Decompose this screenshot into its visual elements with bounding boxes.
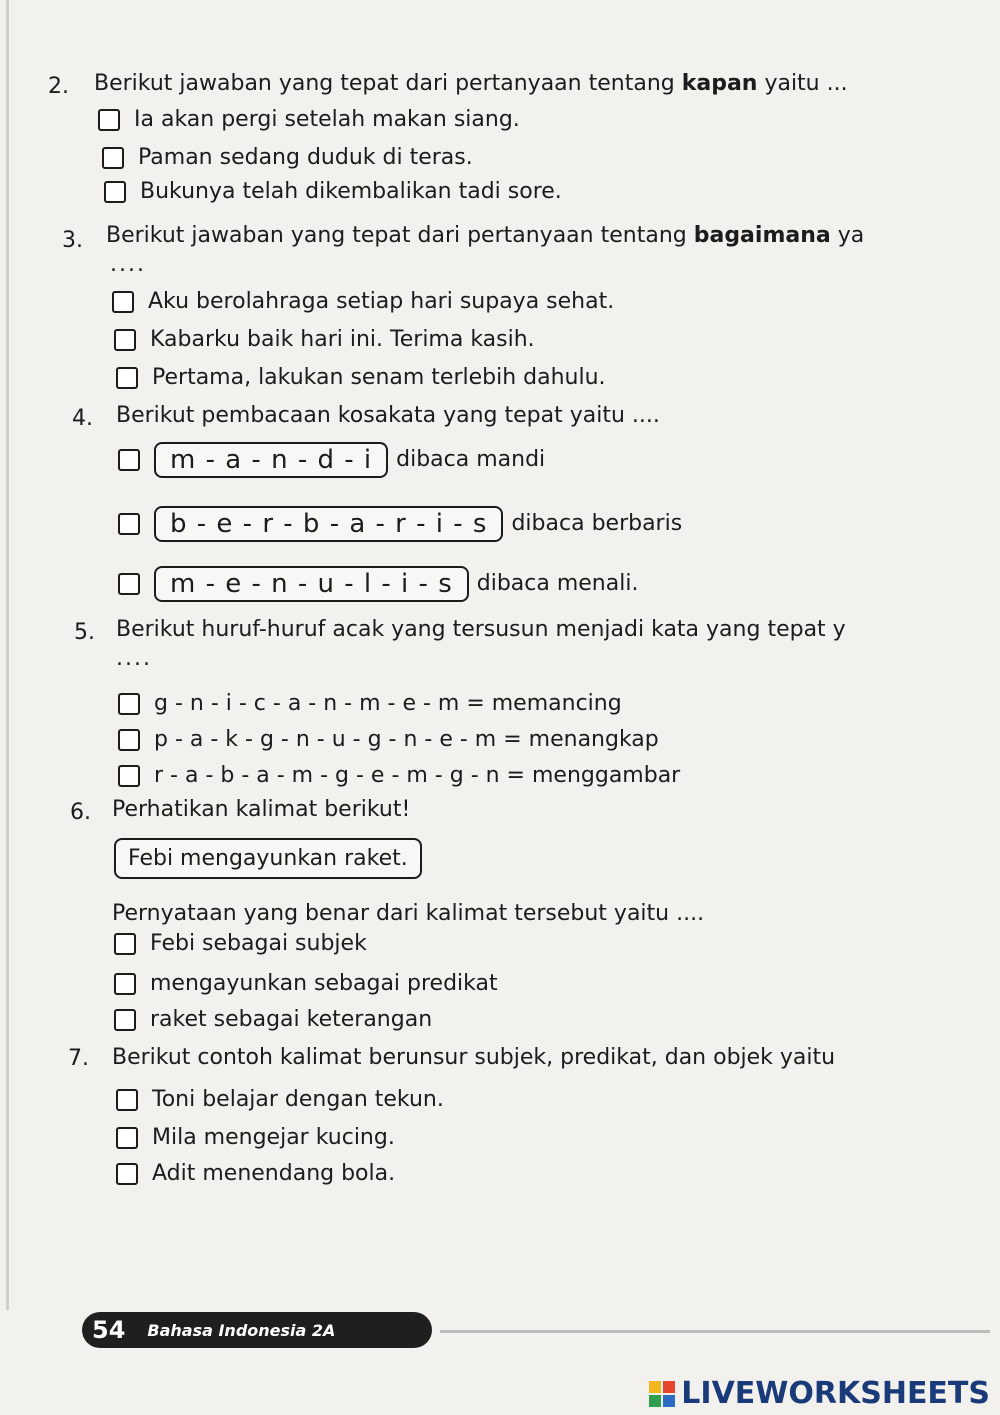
q7-option-1[interactable] [116, 1086, 444, 1114]
q2-option-3[interactable] [104, 178, 562, 206]
q6-option-2[interactable] [114, 970, 498, 998]
q2-text-pre: Berikut jawaban yang tepat dari pertanyaan tentang [94, 71, 682, 96]
option-label: Toni belajar dengan tekun. [152, 1087, 444, 1112]
option-reading: dibaca menali. [476, 571, 639, 596]
page-footer [82, 1312, 432, 1348]
option-label: r - a - b - a - m - g - e - m - g - n = menggambar [154, 763, 681, 788]
q2-number: 2. [48, 74, 69, 99]
option-label: Aku berolahraga setiap hari supaya sehat. [148, 289, 615, 314]
word-box: b - e - r - b - a - r - i - s [154, 506, 503, 542]
checkbox[interactable] [114, 973, 136, 995]
option-label: raket sebagai keterangan [150, 1007, 433, 1032]
option-label: Febi sebagai subjek [150, 931, 367, 956]
q7-option-3[interactable] [116, 1160, 395, 1188]
checkbox[interactable] [112, 291, 134, 313]
option-label: g - n - i - c - a - n - m - e - m = memancing [154, 691, 622, 716]
checkbox[interactable] [102, 147, 124, 169]
checkbox[interactable] [118, 513, 140, 535]
q4-number: 4. [72, 406, 93, 431]
checkbox[interactable] [118, 765, 140, 787]
q4-text: Berikut pembacaan kosakata yang tepat yaitu .... [116, 403, 660, 428]
q7-option-2[interactable] [116, 1124, 395, 1152]
q4-option-1[interactable] [118, 442, 545, 478]
q6-text: Perhatikan kalimat berikut! [112, 797, 411, 822]
q5-dots: .... [116, 646, 152, 671]
option-label: p - a - k - g - n - u - g - n - e - m = menangkap [154, 727, 659, 752]
checkbox[interactable] [114, 329, 136, 351]
q2-option-1[interactable] [98, 106, 520, 134]
q3-option-1[interactable] [112, 288, 614, 316]
option-label: Ia akan pergi setelah makan siang. [134, 107, 520, 132]
q6-prompt: Pernyataan yang benar dari kalimat tersebut yaitu .... [112, 901, 705, 926]
q5-option-1[interactable] [118, 690, 622, 718]
liveworksheets-logo-icon [649, 1381, 675, 1407]
q5-option-3[interactable] [118, 762, 680, 790]
q3-text-post: ya [830, 223, 865, 248]
checkbox[interactable] [118, 729, 140, 751]
q5-text: Berikut huruf-huruf acak yang tersusun menjadi kata yang tepat y [116, 617, 846, 642]
q7-text: Berikut contoh kalimat berunsur subjek, predikat, dan objek yaitu [112, 1045, 836, 1070]
q2-text-post: yaitu ... [757, 71, 848, 96]
checkbox[interactable] [116, 1089, 138, 1111]
option-label: Pertama, lakukan senam terlebih dahulu. [152, 365, 606, 390]
checkbox[interactable] [116, 367, 138, 389]
q3-keyword: bagaimana [693, 223, 831, 248]
word-box: m - a - n - d - i [154, 442, 388, 478]
option-label: Mila mengejar kucing. [152, 1125, 395, 1150]
option-label: mengayunkan sebagai predikat [150, 971, 498, 996]
checkbox[interactable] [98, 109, 120, 131]
q6-option-1[interactable] [114, 930, 367, 958]
q3-text [106, 222, 864, 250]
checkbox[interactable] [118, 693, 140, 715]
option-label: Adit menendang bola. [152, 1161, 396, 1186]
option-reading: dibaca mandi [396, 447, 546, 472]
q4-option-2[interactable] [118, 506, 682, 542]
page-edge [6, 0, 9, 1310]
footer-divider [440, 1330, 990, 1333]
checkbox[interactable] [116, 1127, 138, 1149]
option-label: Bukunya telah dikembalikan tadi sore. [140, 179, 562, 204]
checkbox[interactable] [118, 449, 140, 471]
q6-sentence-box: Febi mengayunkan raket. [114, 838, 422, 879]
q7-number: 7. [68, 1046, 89, 1071]
q3-option-2[interactable] [114, 326, 535, 354]
checkbox[interactable] [104, 181, 126, 203]
q3-option-3[interactable] [116, 364, 606, 392]
q3-dots: .... [110, 252, 146, 277]
checkbox[interactable] [116, 1163, 138, 1185]
q2-option-2[interactable] [102, 144, 473, 172]
option-label: Kabarku baik hari ini. Terima kasih. [150, 327, 535, 352]
q6-number: 6. [70, 800, 91, 825]
option-reading: dibaca berbaris [511, 511, 683, 536]
q3-number: 3. [62, 228, 83, 253]
q2-keyword: kapan [681, 71, 758, 96]
q3-text-pre: Berikut jawaban yang tepat dari pertanyaan tentang [106, 223, 694, 248]
word-box: m - e - n - u - l - i - s [154, 566, 469, 602]
checkbox[interactable] [118, 573, 140, 595]
liveworksheets-logo [649, 1376, 990, 1411]
checkbox[interactable] [114, 1009, 136, 1031]
page-number: 54 [92, 1316, 126, 1344]
logo-text: LIVEWORKSHEETS [681, 1376, 990, 1411]
q6-option-3[interactable] [114, 1006, 432, 1034]
q5-option-2[interactable] [118, 726, 659, 754]
checkbox[interactable] [114, 933, 136, 955]
option-label: Paman sedang duduk di teras. [138, 145, 473, 170]
book-title: Bahasa Indonesia 2A [147, 1320, 336, 1340]
q5-number: 5. [74, 620, 95, 645]
q2-text [94, 70, 848, 98]
q4-option-3[interactable] [118, 566, 638, 602]
